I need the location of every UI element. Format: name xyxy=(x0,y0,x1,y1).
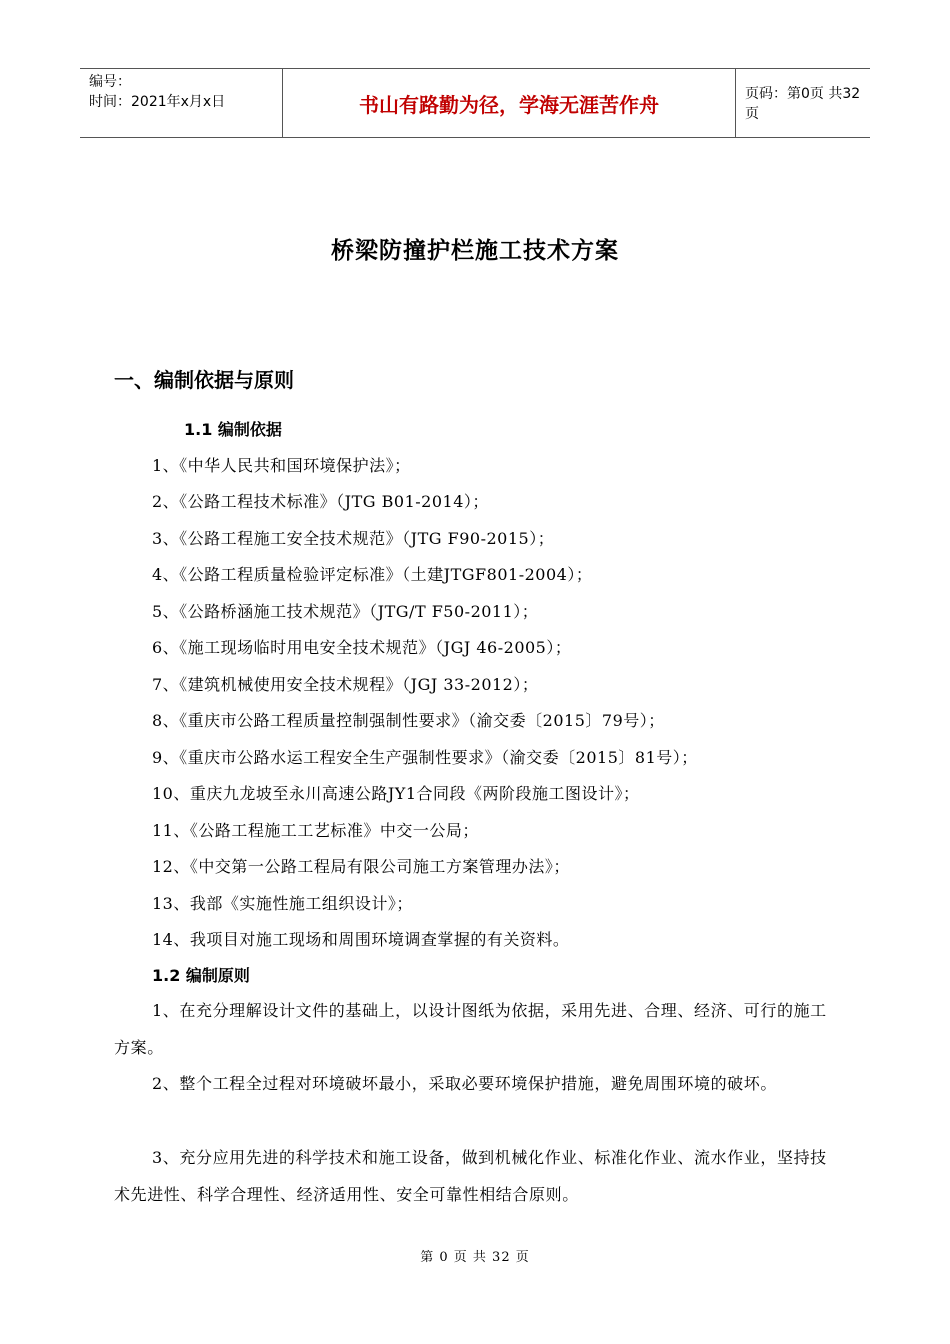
basis-item: 8、《重庆市公路工程质量控制强制性要求》（渝交委〔2015〕79号）； xyxy=(152,711,665,730)
header-meta-cell xyxy=(80,69,282,137)
subsection-heading-principles: 1.2 编制原则 xyxy=(152,966,250,985)
document-title: 桥梁防撞护栏施工技术方案 xyxy=(331,238,619,264)
basis-item: 4、《公路工程质量检验评定标准》（土建JTGF801-2004）； xyxy=(152,565,593,584)
header-page-cell xyxy=(735,69,870,137)
basis-item: 2、《公路工程技术标准》（JTG B01-2014）； xyxy=(152,492,489,511)
document-number-label: 编号： xyxy=(89,74,131,90)
page-footer: 第 0 页 共 32 页 xyxy=(420,1250,530,1265)
basis-item: 1、《中华人民共和国环境保护法》； xyxy=(152,456,411,475)
subsection-heading-basis: 1.1 编制依据 xyxy=(184,420,282,439)
basis-item: 10、重庆九龙坡至永川高速公路JY1合同段《两阶段施工图设计》； xyxy=(152,784,640,803)
document-date-label: 时间：2021年x月x日 xyxy=(89,94,226,110)
basis-item: 5、《公路桥涵施工技术规范》（JTG/T F50-2011）； xyxy=(152,602,539,621)
basis-item: 12、《中交第一公路工程局有限公司施工方案管理办法》； xyxy=(152,857,570,876)
principle-paragraph: 3、充分应用先进的科学技术和施工设备，做到机械化作业、标准化作业、流水作业，坚持技术先进性、科学合理性、经济适用性、安全可靠性相结合原则。 xyxy=(114,1148,827,1204)
principle-paragraph: 1、在充分理解设计文件的基础上，以设计图纸为依据，采用先进、合理、经济、可行的施工方案。 xyxy=(114,1001,827,1057)
basis-item: 6、《施工现场临时用电安全技术规范》（JGJ 46-2005）； xyxy=(152,638,572,657)
section-heading: 一、编制依据与原则 xyxy=(114,368,294,392)
basis-item: 13、我部《实施性施工组织设计》； xyxy=(152,894,413,913)
header-motto-cell xyxy=(282,69,736,137)
basis-item: 7、《建筑机械使用安全技术规程》（JGJ 33-2012）； xyxy=(152,675,539,694)
page-header xyxy=(80,68,870,138)
basis-item: 3、《公路工程施工安全技术规范》（JTG F90-2015）； xyxy=(152,529,555,548)
basis-item: 11、《公路工程施工工艺标准》中交一公局； xyxy=(152,821,479,840)
header-motto: 书山有路勤为径，学海无涯苦作舟 xyxy=(359,92,659,117)
basis-item: 9、《重庆市公路水运工程安全生产强制性要求》（渝交委〔2015〕81号）； xyxy=(152,748,698,767)
principle-paragraph: 2、整个工程全过程对环境破坏最小，采取必要环境保护措施，避免周围环境的破坏。 xyxy=(152,1074,777,1093)
basis-item: 14、我项目对施工现场和周围环境调查掌握的有关资料。 xyxy=(152,930,570,949)
header-page-code: 页码：第0页 共32页 xyxy=(745,86,861,122)
